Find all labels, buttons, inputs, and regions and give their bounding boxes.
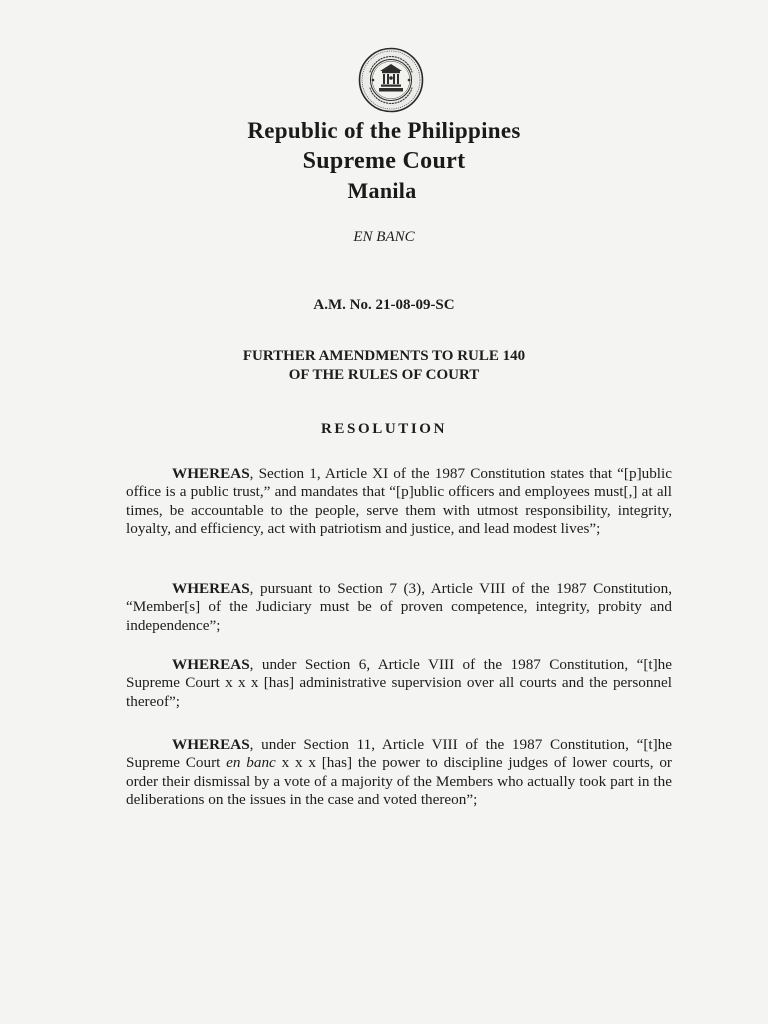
division-label: EN BANC — [353, 229, 415, 245]
header-republic: Republic of the Philippines — [247, 118, 521, 143]
whereas-lead: WHEREAS — [172, 656, 250, 673]
document-title-line-1: FURTHER AMENDMENTS TO RULE 140 — [242, 348, 526, 364]
whereas-paragraph-3 — [126, 656, 672, 711]
court-header — [0, 116, 768, 206]
header-manila: Manila — [347, 178, 417, 203]
whereas-paragraph-4 — [126, 736, 672, 810]
case-number: A.M. No. 21-08-09-SC — [313, 297, 455, 313]
paragraph-text: , under Section 11, Article VIII of the 1987 Constitution, “[t]he Supreme Court — [126, 736, 672, 772]
whereas-lead: WHEREAS — [172, 736, 250, 753]
paragraph-text: , under Section 6, Article VIII of the 1987 Constitution, “[t]he Supreme Court x x x [has] administrative supervision over all courts and the personnel thereof”; — [126, 656, 672, 710]
whereas-lead: WHEREAS — [172, 580, 250, 597]
paragraph-text: x x x [has] the power to discipline judges of lower courts, or order their dismissal by a vote of a majority of the Members who actually took part in the deliberations on the issues in the case and voted thereon”; — [126, 754, 672, 809]
whereas-paragraph-2 — [126, 580, 672, 635]
paragraph-text: , pursuant to Section 7 (3), Article VIII of the 1987 Constitution, “Member[s] of the Judiciary must be of proven competence, integrity, probity and independence”; — [126, 580, 672, 634]
header-supreme-court: Supreme Court — [302, 148, 466, 174]
document-title-line-2: OF THE RULES OF COURT — [288, 367, 480, 383]
whereas-paragraph-1 — [126, 465, 672, 539]
supreme-court-seal-icon — [358, 47, 424, 113]
paragraph-italic-text: en banc — [226, 754, 276, 772]
document-title — [0, 347, 768, 385]
resolution-heading: RESOLUTION — [320, 421, 448, 437]
paragraph-text: , Section 1, Article XI of the 1987 Constitution states that “[p]ublic office is a public trust,” and mandates that “[p]ublic officers and employees must[,] at all times, be accountable to the people, serve them with utmost responsibility, integrity, loyalty, and efficiency, act with patriotism and justice, and lead modest lives”; — [126, 465, 672, 538]
whereas-lead: WHEREAS — [172, 465, 250, 482]
